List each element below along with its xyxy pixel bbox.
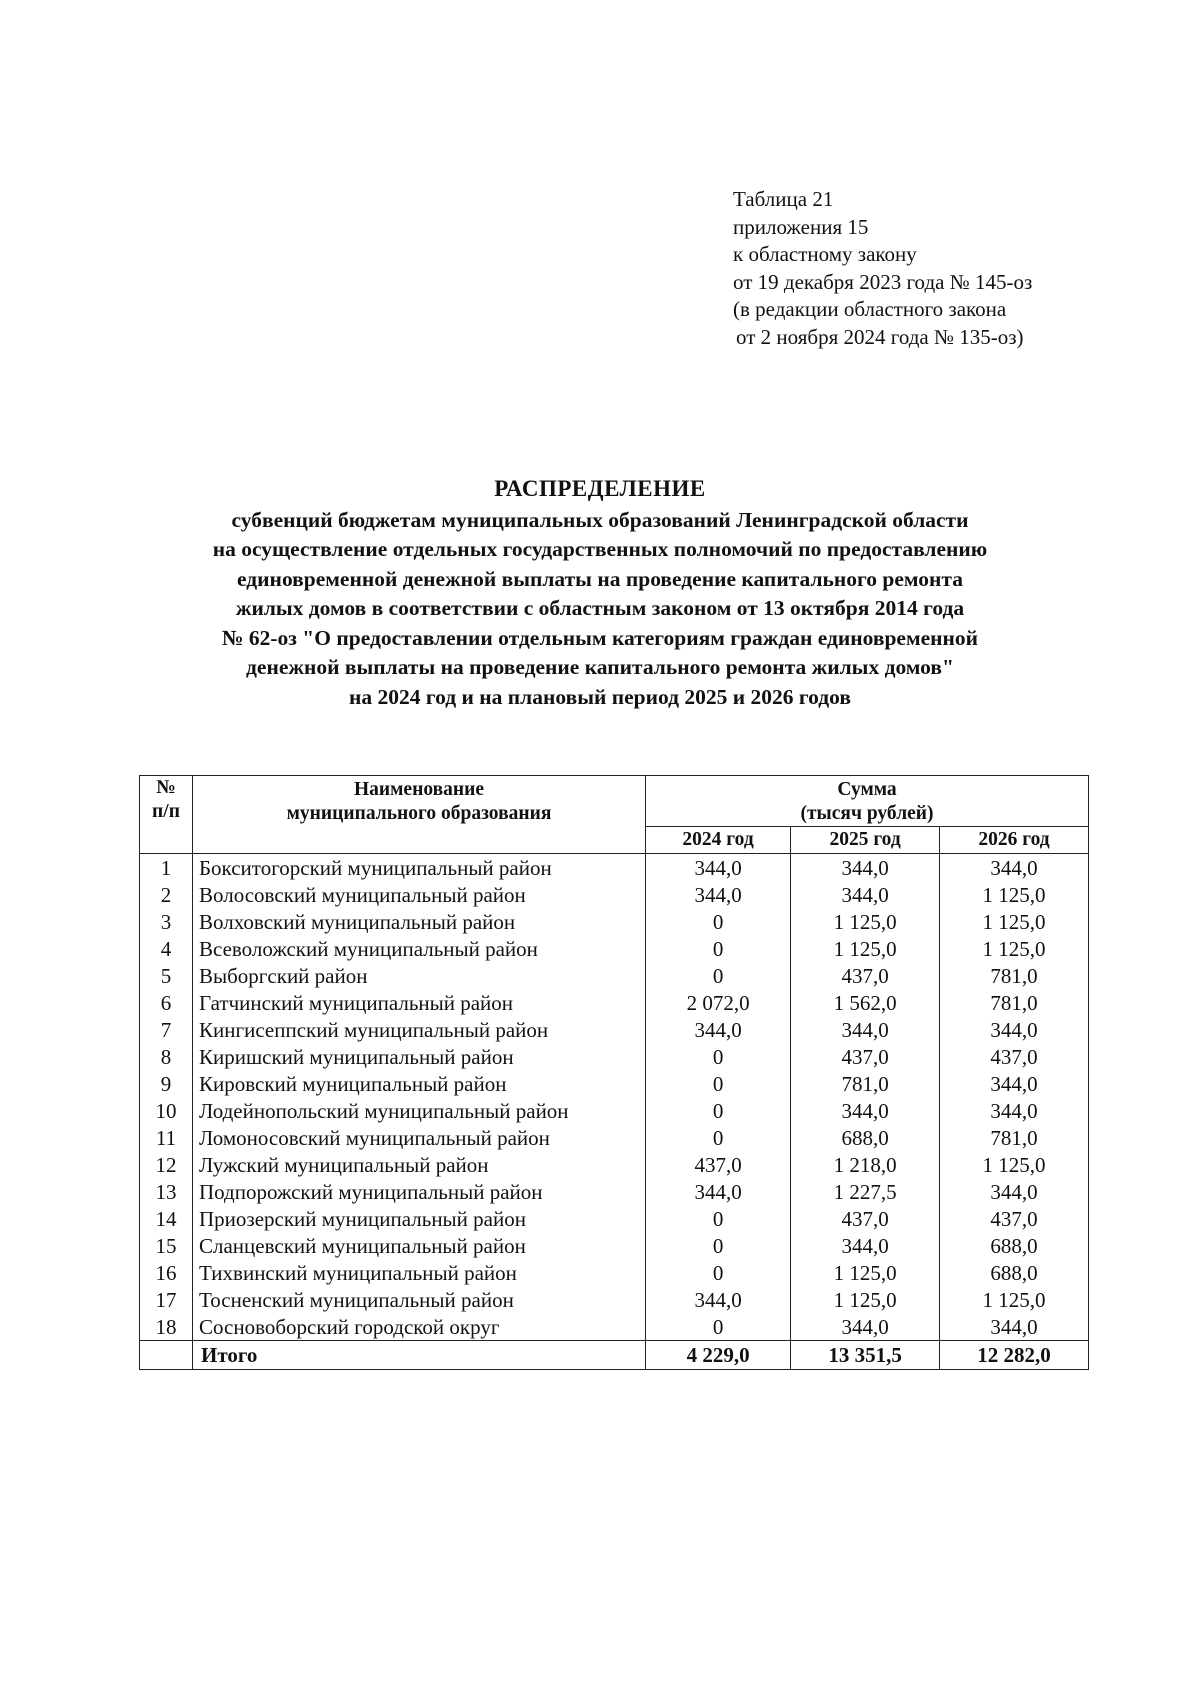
value-2025: 437,0 [791,962,940,989]
value-2025: 437,0 [791,1205,940,1232]
row-number: 8 [140,1043,193,1070]
municipality-name: Лужский муниципальный район [193,1151,646,1178]
column-header-name: Наименование муниципального образования [193,776,646,854]
row-number: 5 [140,962,193,989]
row-number: 12 [140,1151,193,1178]
row-number: 15 [140,1232,193,1259]
municipality-name: Киришский муниципальный район [193,1043,646,1070]
municipality-name: Тосненский муниципальный район [193,1286,646,1313]
value-2025: 1 227,5 [791,1178,940,1205]
value-2024: 0 [646,962,791,989]
document-title [150,474,1050,712]
municipality-name: Ломоносовский муниципальный район [193,1124,646,1151]
value-2026: 437,0 [940,1205,1089,1232]
annex-line: от 19 декабря 2023 года № 145-оз [733,269,1033,294]
table-row [140,1232,1089,1259]
table-row [140,1016,1089,1043]
value-2024: 0 [646,1313,791,1341]
value-2024: 2 072,0 [646,989,791,1016]
column-header-2024: 2024 год [646,827,791,854]
municipality-name: Волховский муниципальный район [193,908,646,935]
table-row [140,1070,1089,1097]
total-number-cell [140,1341,193,1370]
municipality-name: Кингисеппский муниципальный район [193,1016,646,1043]
municipality-name: Лодейнопольский муниципальный район [193,1097,646,1124]
value-2025: 1 125,0 [791,1259,940,1286]
column-header-number: № п/п [140,776,193,854]
value-2025: 344,0 [791,854,940,882]
value-2026: 1 125,0 [940,1151,1089,1178]
municipality-name: Приозерский муниципальный район [193,1205,646,1232]
value-2025: 344,0 [791,1313,940,1341]
municipality-name: Волосовский муниципальный район [193,881,646,908]
value-2025: 344,0 [791,1232,940,1259]
column-header-2025: 2025 год [791,827,940,854]
total-2025: 13 351,5 [791,1341,940,1370]
value-2025: 1 562,0 [791,989,940,1016]
title-line: на 2024 год и на плановый период 2025 и 2026 годов [349,684,851,709]
table-row [140,962,1089,989]
municipality-name: Подпорожский муниципальный район [193,1178,646,1205]
municipality-name: Тихвинский муниципальный район [193,1259,646,1286]
row-number: 11 [140,1124,193,1151]
value-2026: 1 125,0 [940,1286,1089,1313]
municipality-name: Сланцевский муниципальный район [193,1232,646,1259]
table-row [140,935,1089,962]
total-2026: 12 282,0 [940,1341,1089,1370]
value-2026: 688,0 [940,1259,1089,1286]
table-row [140,1178,1089,1205]
value-2025: 344,0 [791,1097,940,1124]
value-2024: 0 [646,935,791,962]
row-number: 3 [140,908,193,935]
table-row [140,1151,1089,1178]
value-2024: 0 [646,908,791,935]
table-body [140,854,1089,1370]
total-2024: 4 229,0 [646,1341,791,1370]
value-2025: 1 125,0 [791,1286,940,1313]
value-2024: 0 [646,1070,791,1097]
value-2026: 344,0 [940,854,1089,882]
value-2026: 344,0 [940,1313,1089,1341]
row-number: 13 [140,1178,193,1205]
table-row [140,989,1089,1016]
annex-reference [733,186,1032,351]
value-2024: 0 [646,1232,791,1259]
row-number: 9 [140,1070,193,1097]
value-2025: 1 125,0 [791,908,940,935]
annex-line: к областному закону [733,242,917,266]
annex-line: приложения 15 [733,214,869,239]
table-row [140,1097,1089,1124]
column-header-2026: 2026 год [940,827,1089,854]
value-2024: 344,0 [646,1016,791,1043]
value-2025: 1 218,0 [791,1151,940,1178]
municipality-name: Кировский муниципальный район [193,1070,646,1097]
value-2024: 344,0 [646,1178,791,1205]
title-line: единовременной денежной выплаты на проведение капитального ремонта [237,566,963,591]
row-number: 17 [140,1286,193,1313]
value-2024: 0 [646,1205,791,1232]
value-2024: 344,0 [646,1286,791,1313]
row-number: 16 [140,1259,193,1286]
value-2026: 1 125,0 [940,908,1089,935]
row-number: 1 [140,854,193,882]
row-number: 4 [140,935,193,962]
value-2026: 437,0 [940,1043,1089,1070]
municipality-name: Сосновоборский городской округ [193,1313,646,1341]
row-number: 6 [140,989,193,1016]
title-line: жилых домов в соответствии с областным законом от 13 октября 2014 года [235,596,965,620]
table-row [140,881,1089,908]
value-2025: 781,0 [791,1070,940,1097]
row-number: 14 [140,1205,193,1232]
table-row [140,908,1089,935]
value-2026: 781,0 [940,1124,1089,1151]
value-2026: 1 125,0 [940,935,1089,962]
table-row [140,1124,1089,1151]
value-2026: 688,0 [940,1232,1089,1259]
total-label: Итого [193,1341,646,1370]
value-2026: 344,0 [940,1016,1089,1043]
municipality-name: Гатчинский муниципальный район [193,989,646,1016]
value-2026: 344,0 [940,1097,1089,1124]
value-2026: 1 125,0 [940,881,1089,908]
value-2024: 344,0 [646,881,791,908]
annex-line: от 2 ноября 2024 года № 135-оз) [736,324,1024,349]
row-number: 18 [140,1313,193,1341]
title-line: субвенций бюджетам муниципальных образований Ленинградской области [231,507,969,532]
value-2025: 344,0 [791,1016,940,1043]
table-row [140,1286,1089,1313]
value-2024: 437,0 [646,1151,791,1178]
municipality-name: Выборгский район [193,962,646,989]
table-row [140,1043,1089,1070]
annex-line: (в редакции областного закона [733,297,1007,321]
municipality-name: Всеволожский муниципальный район [193,935,646,962]
municipality-name: Бокситогорский муниципальный район [193,854,646,882]
table-row [140,854,1089,882]
table-row [140,1313,1089,1341]
row-number: 2 [140,881,193,908]
title-line: на осуществление отдельных государственных полномочий по предоставлению [212,537,988,561]
table-row [140,1205,1089,1232]
value-2024: 0 [646,1043,791,1070]
value-2025: 688,0 [791,1124,940,1151]
value-2024: 0 [646,1124,791,1151]
value-2025: 437,0 [791,1043,940,1070]
title-line: № 62-оз "О предоставлении отдельным категориям граждан единовременной [221,625,979,650]
column-header-sum: Сумма (тысяч рублей) [646,776,1089,827]
value-2026: 781,0 [940,989,1089,1016]
distribution-table [139,775,1089,1370]
row-number: 10 [140,1097,193,1124]
value-2025: 1 125,0 [791,935,940,962]
value-2024: 344,0 [646,854,791,882]
row-number: 7 [140,1016,193,1043]
title-line: денежной выплаты на проведение капитального ремонта жилых домов" [246,655,954,679]
value-2026: 344,0 [940,1178,1089,1205]
total-row [140,1341,1089,1370]
annex-line: Таблица 21 [733,187,834,211]
value-2026: 344,0 [940,1070,1089,1097]
table-row [140,1259,1089,1286]
value-2026: 781,0 [940,962,1089,989]
value-2024: 0 [646,1259,791,1286]
value-2025: 344,0 [791,881,940,908]
value-2024: 0 [646,1097,791,1124]
page-title: РАСПРЕДЕЛЕНИЕ [494,476,706,501]
